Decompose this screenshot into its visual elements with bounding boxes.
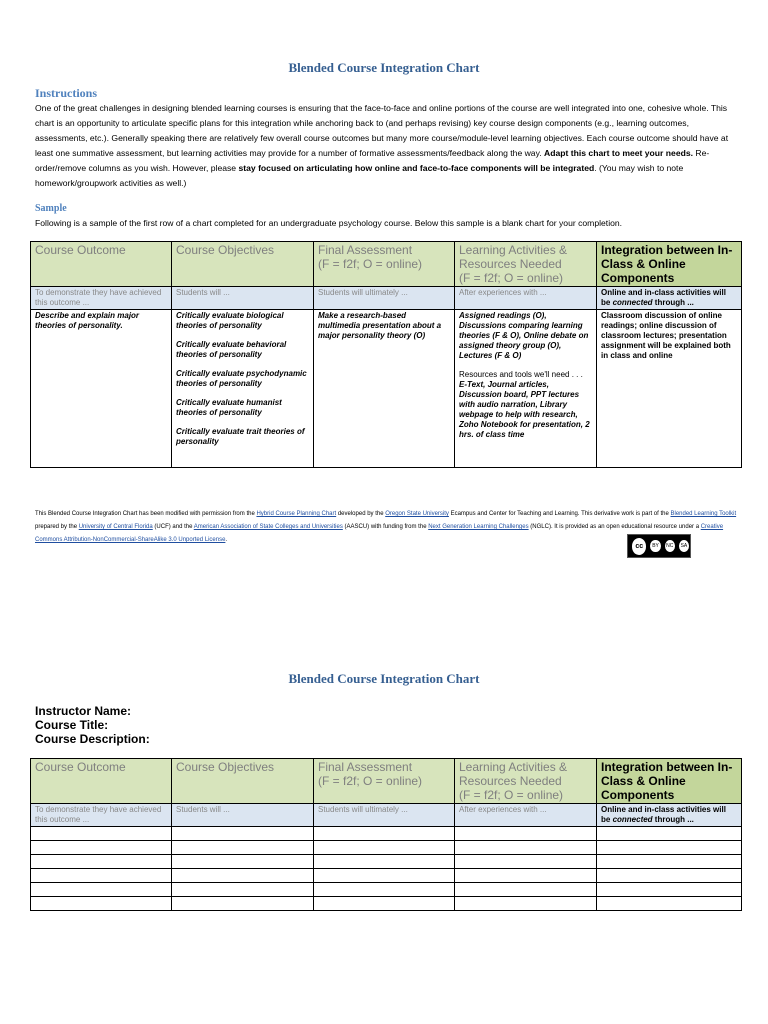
instructions-part: . (You may wish to note homework/groupwork activities as well.): [35, 163, 684, 188]
cc-icon: cc: [631, 537, 647, 556]
chart-header-row: [31, 242, 742, 287]
credits-part: (UCF) and the: [152, 524, 194, 530]
sample-chart: [30, 241, 742, 468]
blank-cell[interactable]: [455, 869, 597, 883]
instructions-part: Re-order/remove columns as you wish. However, please: [35, 148, 710, 173]
header-final-assessment: [314, 242, 455, 287]
header-line: (F = f2f; O = online): [459, 271, 564, 285]
blank-cell[interactable]: [31, 897, 172, 911]
instructions-part: One of the great challenges in designing blended learning courses is ensuring that the face-to-face and online portions of the course are well integrated into one, cohesive whole. This chart is an opportunity to articulate specific plans for this integration while anchoring back to (and perhaps revising) key course design components (e.g., learning outcomes, assessments, etc.). Generally speaking there are relatively few overall course outcomes but many more course/module-level learning objectives. Each course outcome should have at least one summative assessment, but learning activities may provide for a number of formative assessments/feedback along the way.: [35, 103, 729, 158]
sample-integration: Classroom discussion of online readings; online discussion of classroom lectures; presentation assignment will be explained both in class and online: [597, 310, 742, 468]
blank-cell[interactable]: [455, 827, 597, 841]
blank-cell[interactable]: [597, 827, 742, 841]
sample-text: Following is a sample of the first row of a chart completed for an undergraduate psychology course. Below this sample is a blank chart for your completion.: [35, 218, 623, 228]
credits-part: This Blended Course Integration Chart has been modified with permission from the: [35, 511, 257, 517]
blank-row: [31, 897, 742, 911]
header-course-outcome: Course Outcome: [31, 759, 172, 804]
by-icon: BY: [649, 539, 661, 553]
blank-row: [31, 883, 742, 897]
link-ucf[interactable]: University of Central Florida: [78, 524, 153, 530]
page2-title: Blended Course Integration Chart: [288, 671, 480, 686]
blank-cell[interactable]: [172, 827, 314, 841]
blank-cell[interactable]: [455, 841, 597, 855]
blank-cell[interactable]: [172, 897, 314, 911]
header-line: Learning Activities &: [459, 760, 568, 774]
subheader-outcome: To demonstrate they have achieved this outcome ...: [31, 287, 172, 310]
header-integration: Integration between In-Class & Online Components: [597, 242, 742, 287]
subheader-objectives: Students will ...: [172, 804, 314, 827]
link-hybrid-course-planning-chart[interactable]: Hybrid Course Planning Chart: [256, 511, 337, 517]
course-fields: [35, 704, 150, 746]
credits-part: prepared by the: [35, 524, 79, 530]
blank-cell[interactable]: [455, 897, 597, 911]
header-line: Final Assessment: [318, 243, 413, 257]
header-line: Final Assessment: [318, 760, 413, 774]
blank-cell[interactable]: [314, 869, 455, 883]
subheader-objectives: Students will ...: [172, 287, 314, 310]
sa-icon: SA: [678, 539, 690, 553]
blank-cell[interactable]: [172, 841, 314, 855]
link-nglc[interactable]: Next Generation Learning Challenges: [428, 524, 529, 530]
blank-cell[interactable]: [314, 883, 455, 897]
credits-part: (NGLC). It is provided as an open educational resource under a: [528, 524, 701, 530]
subheader-emphasis: connected: [612, 298, 653, 307]
course-title-label: Course Title:: [35, 718, 109, 732]
chart-header-row: [31, 759, 742, 804]
link-oregon-state-university[interactable]: Oregon State University: [385, 511, 449, 517]
sample-assessment: Make a research-based multimedia presentation about a major personality theory (O): [314, 310, 455, 468]
credits-part: developed by the: [336, 511, 386, 517]
subheader-part: through ...: [652, 298, 694, 307]
blank-cell[interactable]: [314, 827, 455, 841]
link-blended-learning-toolkit[interactable]: Blended Learning Toolkit: [670, 511, 737, 517]
sample-row: [31, 310, 742, 468]
cc-license-badge[interactable]: [627, 534, 691, 558]
blank-cell[interactable]: [31, 841, 172, 855]
blank-cell[interactable]: [314, 897, 455, 911]
header-line: Resources Needed: [459, 774, 562, 788]
subheader-activities: After experiences with ...: [455, 287, 597, 310]
subheader-integration: [597, 287, 742, 310]
blank-cell[interactable]: [31, 869, 172, 883]
blank-row: [31, 855, 742, 869]
header-learning-activities: [455, 242, 597, 287]
link-cc-license[interactable]: Creative Commons Attribution-NonCommercial-ShareAlike 3.0 Unported License: [35, 524, 724, 543]
resources-text: E-Text, Journal articles, Discussion board, PPT lectures with audio narration, Library webpage to help with research, Zoho Notebook for presentation, 2 hrs. of class time: [459, 380, 590, 439]
blank-cell[interactable]: [31, 855, 172, 869]
instructor-name-label: Instructor Name:: [35, 704, 132, 718]
header-learning-activities: [455, 759, 597, 804]
blank-row: [31, 869, 742, 883]
subheader-part: Online and in-class activities will be: [601, 288, 726, 307]
subheader-part: through ...: [652, 815, 694, 824]
credits-part: .: [225, 537, 228, 543]
page-title: Blended Course Integration Chart: [288, 60, 480, 75]
chart-subheader-row: [31, 287, 742, 310]
blank-cell[interactable]: [597, 869, 742, 883]
subheader-assessment: Students will ultimately ...: [314, 804, 455, 827]
blank-cell[interactable]: [455, 855, 597, 869]
blank-cell[interactable]: [597, 855, 742, 869]
sample-outcome: Describe and explain major theories of personality.: [31, 310, 172, 468]
subheader-activities: After experiences with ...: [455, 804, 597, 827]
sample-objectives: [172, 310, 314, 468]
sample-activities: [455, 310, 597, 468]
instructions-text: [35, 101, 740, 191]
blank-cell[interactable]: [314, 855, 455, 869]
link-aascu[interactable]: American Association of State Colleges and Universities: [193, 524, 343, 530]
blank-cell[interactable]: [31, 883, 172, 897]
objective-item: Critically evaluate humanist theories of personality: [176, 398, 282, 417]
blank-cell[interactable]: [31, 827, 172, 841]
blank-cell[interactable]: [314, 841, 455, 855]
subheader-assessment: Students will ultimately ...: [314, 287, 455, 310]
blank-cell[interactable]: [597, 883, 742, 897]
header-line: (F = f2f; O = online): [459, 788, 564, 802]
blank-cell[interactable]: [597, 897, 742, 911]
instructions-bold: Adapt this chart to meet your needs.: [544, 148, 694, 158]
blank-row: [31, 827, 742, 841]
blank-cell[interactable]: [172, 883, 314, 897]
objective-item: Critically evaluate behavioral theories of personality: [176, 340, 287, 359]
header-course-outcome: Course Outcome: [31, 242, 172, 287]
objective-item: Critically evaluate biological theories of personality: [176, 311, 284, 330]
blank-chart: [30, 758, 742, 911]
header-line: (F = f2f; O = online): [318, 774, 423, 788]
chart-subheader-row: [31, 804, 742, 827]
subheader-part: Online and in-class activities will be: [601, 805, 726, 824]
activities-text: Assigned readings (O), Discussions comparing learning theories (F & O), Online debate on assigned theory group (O), Lectures (F & O): [459, 311, 589, 360]
header-course-objectives: Course Objectives: [172, 759, 314, 804]
header-course-objectives: Course Objectives: [172, 242, 314, 287]
header-integration: Integration between In-Class & Online Components: [597, 759, 742, 804]
subheader-outcome: To demonstrate they have achieved this outcome ...: [31, 804, 172, 827]
blank-cell[interactable]: [172, 855, 314, 869]
header-line: Resources Needed: [459, 257, 562, 271]
header-final-assessment: [314, 759, 455, 804]
course-description-label: Course Description:: [35, 732, 150, 746]
blank-row: [31, 841, 742, 855]
blank-cell[interactable]: [172, 869, 314, 883]
nc-icon: NC: [664, 539, 676, 553]
credits-part: Ecampus and Center for Teaching and Learning. This derivative work is part of the: [448, 511, 671, 517]
objective-item: Critically evaluate trait theories of personality: [176, 427, 305, 446]
resources-heading: Resources and tools we'll need . . .: [459, 370, 583, 379]
sample-heading: Sample: [35, 203, 67, 214]
instructions-bold: stay focused on articulating how online and face-to-face components will be integrated: [238, 163, 595, 173]
header-line: (F = f2f; O = online): [318, 257, 423, 271]
header-line: Learning Activities &: [459, 243, 568, 257]
blank-cell[interactable]: [597, 841, 742, 855]
credits-part: (AASCU) with funding from the: [342, 524, 429, 530]
objective-item: Critically evaluate psychodynamic theories of personality: [176, 369, 307, 388]
subheader-emphasis: connected: [612, 815, 653, 824]
instructions-heading: Instructions: [35, 86, 98, 100]
subheader-integration: [597, 804, 742, 827]
blank-cell[interactable]: [455, 883, 597, 897]
